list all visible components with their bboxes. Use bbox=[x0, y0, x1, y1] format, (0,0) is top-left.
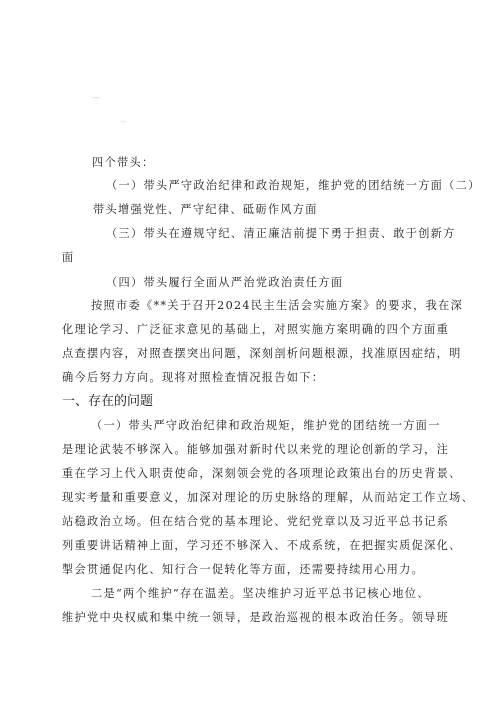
paragraph-2-line-4: 现实考量和重要意义，加深对理论的历史脉络的理解，从而站定工作立场、 bbox=[62, 491, 475, 504]
paragraph-1-line-2: 化理论学习、广泛征求意见的基础上，对照实施方案明确的四个方面重 bbox=[62, 323, 450, 336]
document-title-line-2 bbox=[121, 111, 500, 133]
paragraph-1-line-3: 点查摆内容，对照查摆突出问题，深刻剖析问题根源，找准原因症结，明 bbox=[62, 347, 462, 360]
paragraph-2-line-2: 是理论武装不够深入。能够加强对新时代以来党的理论创新的学习，注 bbox=[62, 443, 450, 456]
paragraph-2-line-3: 重在学习上代入职责使命，深刻领会党的各项理论政策出台的历史背景、 bbox=[62, 467, 462, 480]
lead-item-1-line-1: （一）带头严守政治纪律和政治规矩，维护党的团结统一方面（二） bbox=[106, 179, 481, 192]
paragraph-3-line-2: 维护党中央权威和集中统一领导，是政治巡视的根本政治任务。领导班 bbox=[62, 611, 450, 624]
paragraph-2-line-7: 掣会贯通促内化、知行合一促转化等方面，还需要持续用心用力。 bbox=[62, 563, 425, 576]
paragraph-2-line-5: 站稳政治立场。但在结合党的基本理论、党纪党章以及习近平总书记系 bbox=[62, 515, 450, 528]
paragraph-1-line-1: 按照市委《**关于召开2024民主生活会实施方案》的要求，我在深 bbox=[91, 299, 464, 312]
section-heading-problems: 一、存在的问题 bbox=[62, 394, 154, 409]
paragraph-2-line-1: （一）带头严守政治纪律和政治规矩，维护党的团结统一方面一 bbox=[91, 419, 441, 432]
paragraph-3-line-1: 二是“两个维护”存在温差。坚决维护习近平总书记核心地位、 bbox=[91, 587, 430, 600]
document-title-line-1 bbox=[92, 87, 500, 109]
paragraph-2-line-6: 列重要讲话精神上面，学习还不够深入、不成系统，在把握实质促深化、 bbox=[62, 539, 462, 552]
lead-item-3-line-1: （三）带头在遵规守纪、清正廉洁前提下勇于担责、敢于创新方 bbox=[106, 227, 456, 240]
lead-item-3-line-2: 面 bbox=[62, 251, 75, 264]
lead-item-4: （四）带头履行全面从严治党政治责任方面 bbox=[106, 276, 344, 289]
paragraph-1-line-4: 确今后努力方向。现将对照检查情况报告如下： bbox=[62, 371, 325, 384]
four-leads-label: 四个带头： bbox=[92, 156, 155, 169]
lead-item-1-line-2: 带头增强党性、严守纪律、砥砺作风方面 bbox=[93, 203, 318, 216]
